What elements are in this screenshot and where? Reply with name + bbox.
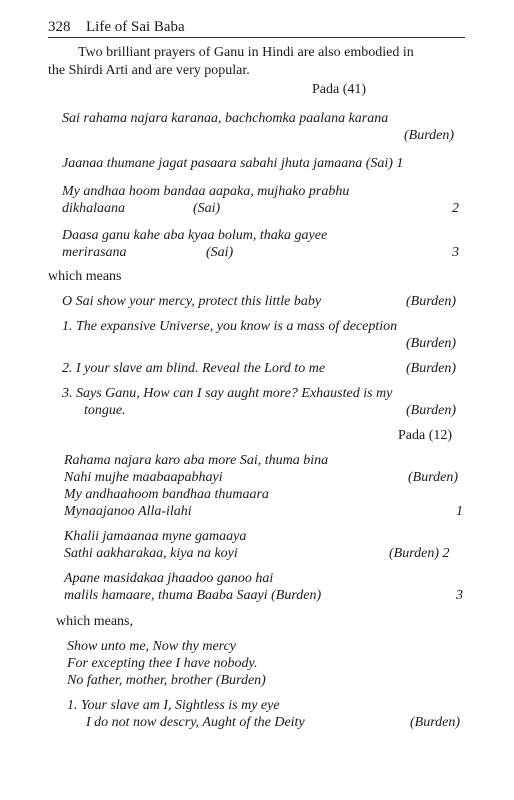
translation-1-burden-tag: (Burden): [406, 294, 457, 309]
pada-41-verse-3-line-2: merirasana: [62, 245, 127, 260]
translation-2-verse-1-tag: (Burden): [410, 715, 461, 730]
pada-12-stanza-1-tag: (Burden): [408, 470, 459, 485]
translation-1-burden-line: O Sai show your mercy, protect this little baby: [62, 294, 322, 309]
which-means-heading-2: which means,: [56, 614, 133, 629]
pada-12-stanza-3-line-2: malils hamaare, thuma Baaba Saayi (Burden): [64, 588, 322, 603]
pada-12-stanza-3-line-1: Apane masidakaa jhaadoo ganoo hai: [64, 571, 274, 586]
which-means-heading-1: which means: [48, 269, 122, 284]
translation-2-burden-line-1: Show unto me, Now thy mercy: [67, 639, 237, 654]
pada-41-verse-2-line-1: My andhaa hoom bandaa aapaka, mujhako prabhu: [62, 184, 350, 199]
pada-41-verse-2-number: 2: [452, 201, 459, 216]
pada-41-verse-2-refrain: (Sai): [193, 201, 221, 216]
pada-41-verse-1: Jaanaa thumane jagat pasaara sabahi jhuta jamaana (Sai) 1: [62, 156, 404, 171]
pada-41-verse-3-number: 3: [452, 245, 459, 260]
translation-2-verse-1-line-1: 1. Your slave am I, Sightless is my eye: [67, 698, 280, 713]
running-title: Life of Sai Baba: [86, 19, 185, 35]
translation-1-verse-2-tag: (Burden): [406, 361, 457, 376]
pada-41-verse-3-refrain: (Sai): [206, 245, 234, 260]
pada-41-heading: Pada (41): [312, 82, 367, 97]
translation-2-burden-line-2: For excepting thee I have nobody.: [67, 656, 258, 671]
pada-12-stanza-2-tag: (Burden) 2: [389, 546, 450, 561]
translation-1-verse-1-tag: (Burden): [406, 336, 457, 351]
pada-12-stanza-1-line-4: Mynaajanoo Alla-ilahi: [64, 504, 192, 519]
pada-41-verse-2-line-2: dikhalaana: [62, 201, 125, 216]
pada-12-stanza-1-number: 1: [456, 504, 463, 519]
translation-1-verse-3-line-2: tongue.: [84, 403, 126, 418]
translation-1-verse-3-tag: (Burden): [406, 403, 457, 418]
header-rule: [48, 37, 465, 38]
pada-12-stanza-1-line-2: Nahi mujhe maabaapabhayi: [64, 470, 223, 485]
pada-41-burden-tag: (Burden): [404, 128, 455, 143]
translation-2-burden-line-3: No father, mother, brother (Burden): [67, 673, 266, 688]
translation-2-verse-1-line-2: I do not now descry, Aught of the Deity: [86, 715, 305, 730]
pada-12-stanza-3-number: 3: [456, 588, 463, 603]
pada-12-stanza-1-line-3: My andhaahoom bandhaa thumaara: [64, 487, 269, 502]
translation-1-verse-2: 2. I your slave am blind. Reveal the Lord to me: [62, 361, 326, 376]
pada-41-burden-line: Sai rahama najara karanaa, bachchomka paalana karana: [62, 111, 389, 126]
pada-12-stanza-2-line-1: Khalii jamaanaa myne gamaaya: [64, 529, 247, 544]
pada-12-heading: Pada (12): [398, 428, 453, 443]
pada-41-verse-3-line-1: Daasa ganu kahe aba kyaa bolum, thaka gayee: [62, 228, 328, 243]
pada-12-stanza-2-line-2: Sathi aakharakaa, kiya na koyi: [64, 546, 238, 561]
pada-12-stanza-1-line-1: Rahama najara karo aba more Sai, thuma bina: [64, 453, 329, 468]
page-number: 328: [48, 19, 71, 35]
translation-1-verse-1: 1. The expansive Universe, you know is a mass of deception: [62, 319, 398, 334]
intro-line-1: Two brilliant prayers of Ganu in Hindi are also embodied in: [78, 45, 414, 60]
translation-1-verse-3-line-1: 3. Says Ganu, How can I say aught more? Exhausted is my: [62, 386, 393, 401]
intro-line-2: the Shirdi Arti and are very popular.: [48, 63, 250, 78]
